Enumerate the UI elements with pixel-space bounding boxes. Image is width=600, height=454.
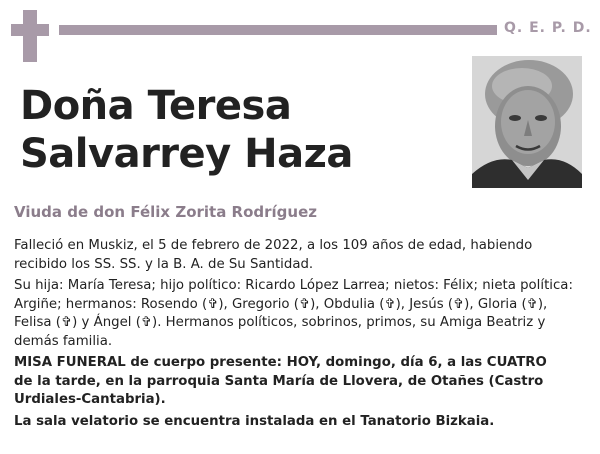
funeral-mass-line-2: de la tarde, en la parroquia Santa María de Llovera, de Otañes (Castro Urdiales-Cantabria). xyxy=(14,373,544,407)
cross-vertical-bar xyxy=(23,10,37,62)
portrait-photo xyxy=(472,56,582,188)
cross-horizontal-bar xyxy=(11,24,49,36)
name-line-1: Doña Teresa xyxy=(20,83,292,129)
widow-of-line: Viuda de don Félix Zorita Rodríguez xyxy=(14,203,318,221)
deceased-name xyxy=(20,82,353,178)
portrait-illustration xyxy=(472,56,582,188)
qepd-label: Q. E. P. D. xyxy=(504,20,592,36)
death-announcement: Falleció en Muskiz, el 5 de febrero de 2022, a los 109 años de edad, habiendo recibido los SS. SS. y la B. A. de Su Santidad. xyxy=(14,238,533,272)
funeral-mass-line-1: MISA FUNERAL de cuerpo presente: HOY, domingo, día 6, a las CUATRO xyxy=(14,355,547,370)
wake-location: La sala velatorio se encuentra instalada en el Tanatorio Bizkaia. xyxy=(14,413,495,429)
header-rule xyxy=(59,25,497,35)
funeral-mass-info xyxy=(14,354,588,410)
obituary-body xyxy=(14,237,588,434)
family-list: Su hija: María Teresa; hijo político: Ricardo López Larrea; nietos: Félix; nieta política: Argiñe; hermanos: Rosendo (✞), Gregorio (✞), Obdulia (✞), Jesús (✞), Gloria (✞), Felisa (✞) y Ángel (✞). Hermanos políticos, sobrinos, primos, su Amiga Beatriz y demás familia. xyxy=(14,278,573,349)
name-line-2: Salvarrey Haza xyxy=(20,131,353,177)
